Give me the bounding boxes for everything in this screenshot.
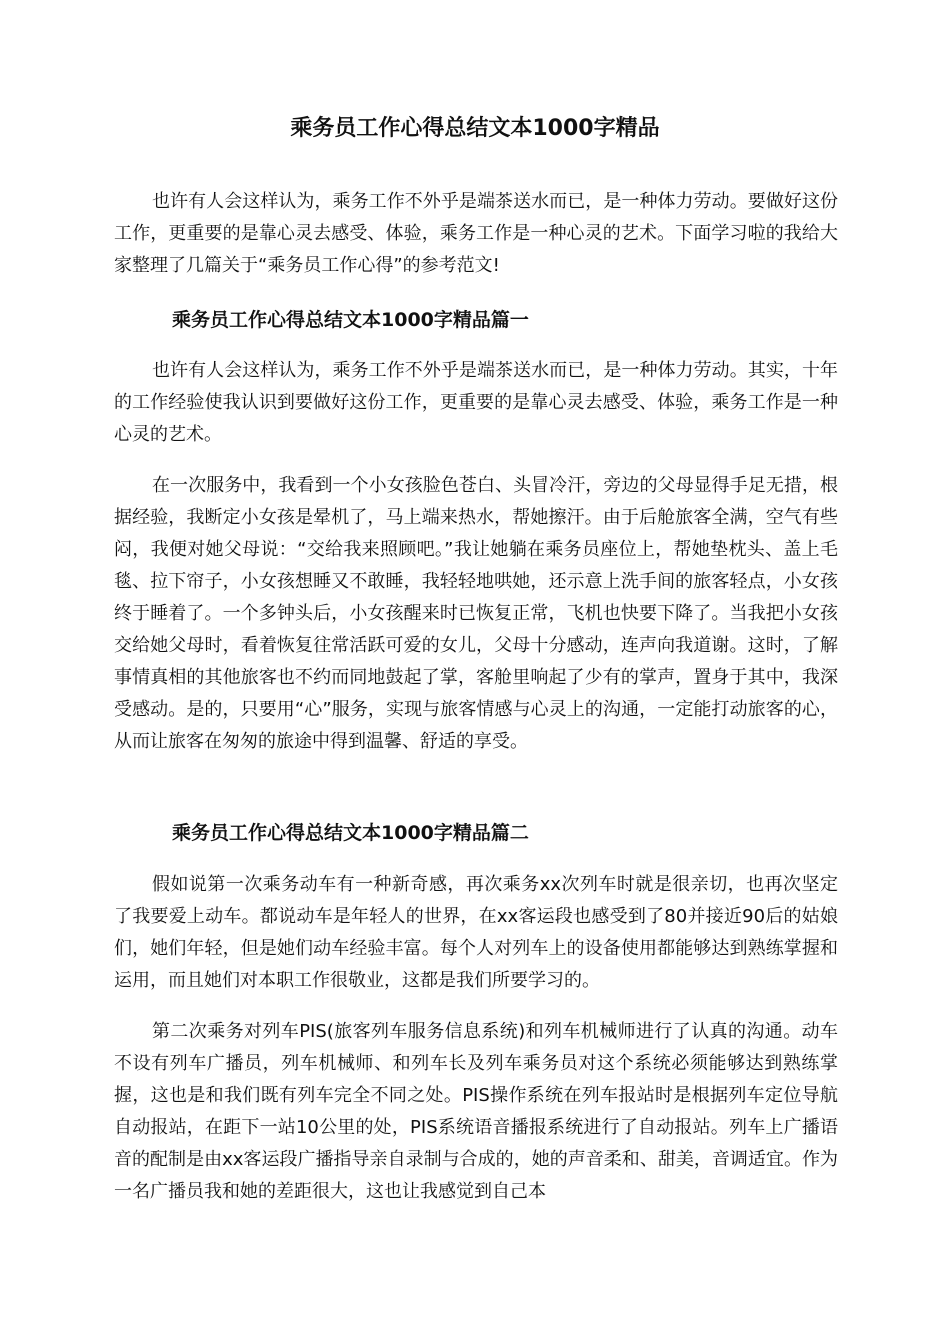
- section-heading-1: 乘务员工作心得总结文本1000字精品篇一: [172, 309, 529, 331]
- section-1-paragraph-2: 在一次服务中，我看到一个小女孩脸色苍白、头冒冷汗，旁边的父母显得手足无措，根据经验，我断定小女孩是晕机了，马上端来热水，帮她擦汗。由于后舱旅客全满，空气有些闷，我便对她父母说：“交给我来照顾吧。”我让她躺在乘务员座位上，帮她垫枕头、盖上毛毯、拉下帘子，小女孩想睡又不敢睡，我轻轻地哄她，还示意上洗手间的旅客轻点，小女孩终于睡着了。一个多钟头后，小女孩醒来时已恢复正常，飞机也快要下降了。当我把小女孩交给她父母时，看着恢复往常活跃可爱的女儿，父母十分感动，连声向我道谢。这时，了解事情真相的其他旅客也不约而同地鼓起了掌，客舱里响起了少有的掌声，置身于其中，我深受感动。是的，只要用“心”服务，实现与旅客情感与心灵上的沟通，一定能打动旅客的心，从而让旅客在匆匆的旅途中得到温馨、舒适的享受。: [114, 475, 838, 752]
- intro-paragraph: 也许有人会这样认为，乘务工作不外乎是端茶送水而已，是一种体力劳动。要做好这份工作，更重要的是靠心灵去感受、体验，乘务工作是一种心灵的艺术。下面学习啦的我给大家整理了几篇关于“乘务员工作心得”的参考范文!: [114, 191, 838, 276]
- section-heading-2: 乘务员工作心得总结文本1000字精品篇二: [172, 822, 529, 844]
- section-2-paragraph-1: 假如说第一次乘务动车有一种新奇感，再次乘务xx次列车时就是很亲切，也再次坚定了我要爱上动车。都说动车是年轻人的世界，在xx客运段也感受到了80并接近90后的姑娘们，她们年轻，但是她们动车经验丰富。每个人对列车上的设备使用都能够达到熟练掌握和运用，而且她们对本职工作很敬业，这都是我们所要学习的。: [114, 874, 838, 991]
- section-1-paragraph-1: 也许有人会这样认为，乘务工作不外乎是端茶送水而已，是一种体力劳动。其实，十年的工作经验使我认识到要做好这份工作，更重要的是靠心灵去感受、体验，乘务工作是一种心灵的艺术。: [114, 360, 838, 445]
- document-title: 乘务员工作心得总结文本1000字精品: [290, 116, 660, 141]
- section-2-paragraph-2: 第二次乘务对列车PIS(旅客列车服务信息系统)和列车机械师进行了认真的沟通。动车不设有列车广播员，列车机械师、和列车长及列车乘务员对这个系统必须能够达到熟练掌握，这也是和我们既有列车完全不同之处。PIS操作系统在列车报站时是根据列车定位导航自动报站，在距下一站10公里的处，PIS系统语音播报系统进行了自动报站。列车上广播语音的配制是由xx客运段广播指导亲自录制与合成的，她的声音柔和、甜美，音调适宜。作为一名广播员我和她的差距很大，这也让我感觉到自己本: [114, 1021, 838, 1202]
